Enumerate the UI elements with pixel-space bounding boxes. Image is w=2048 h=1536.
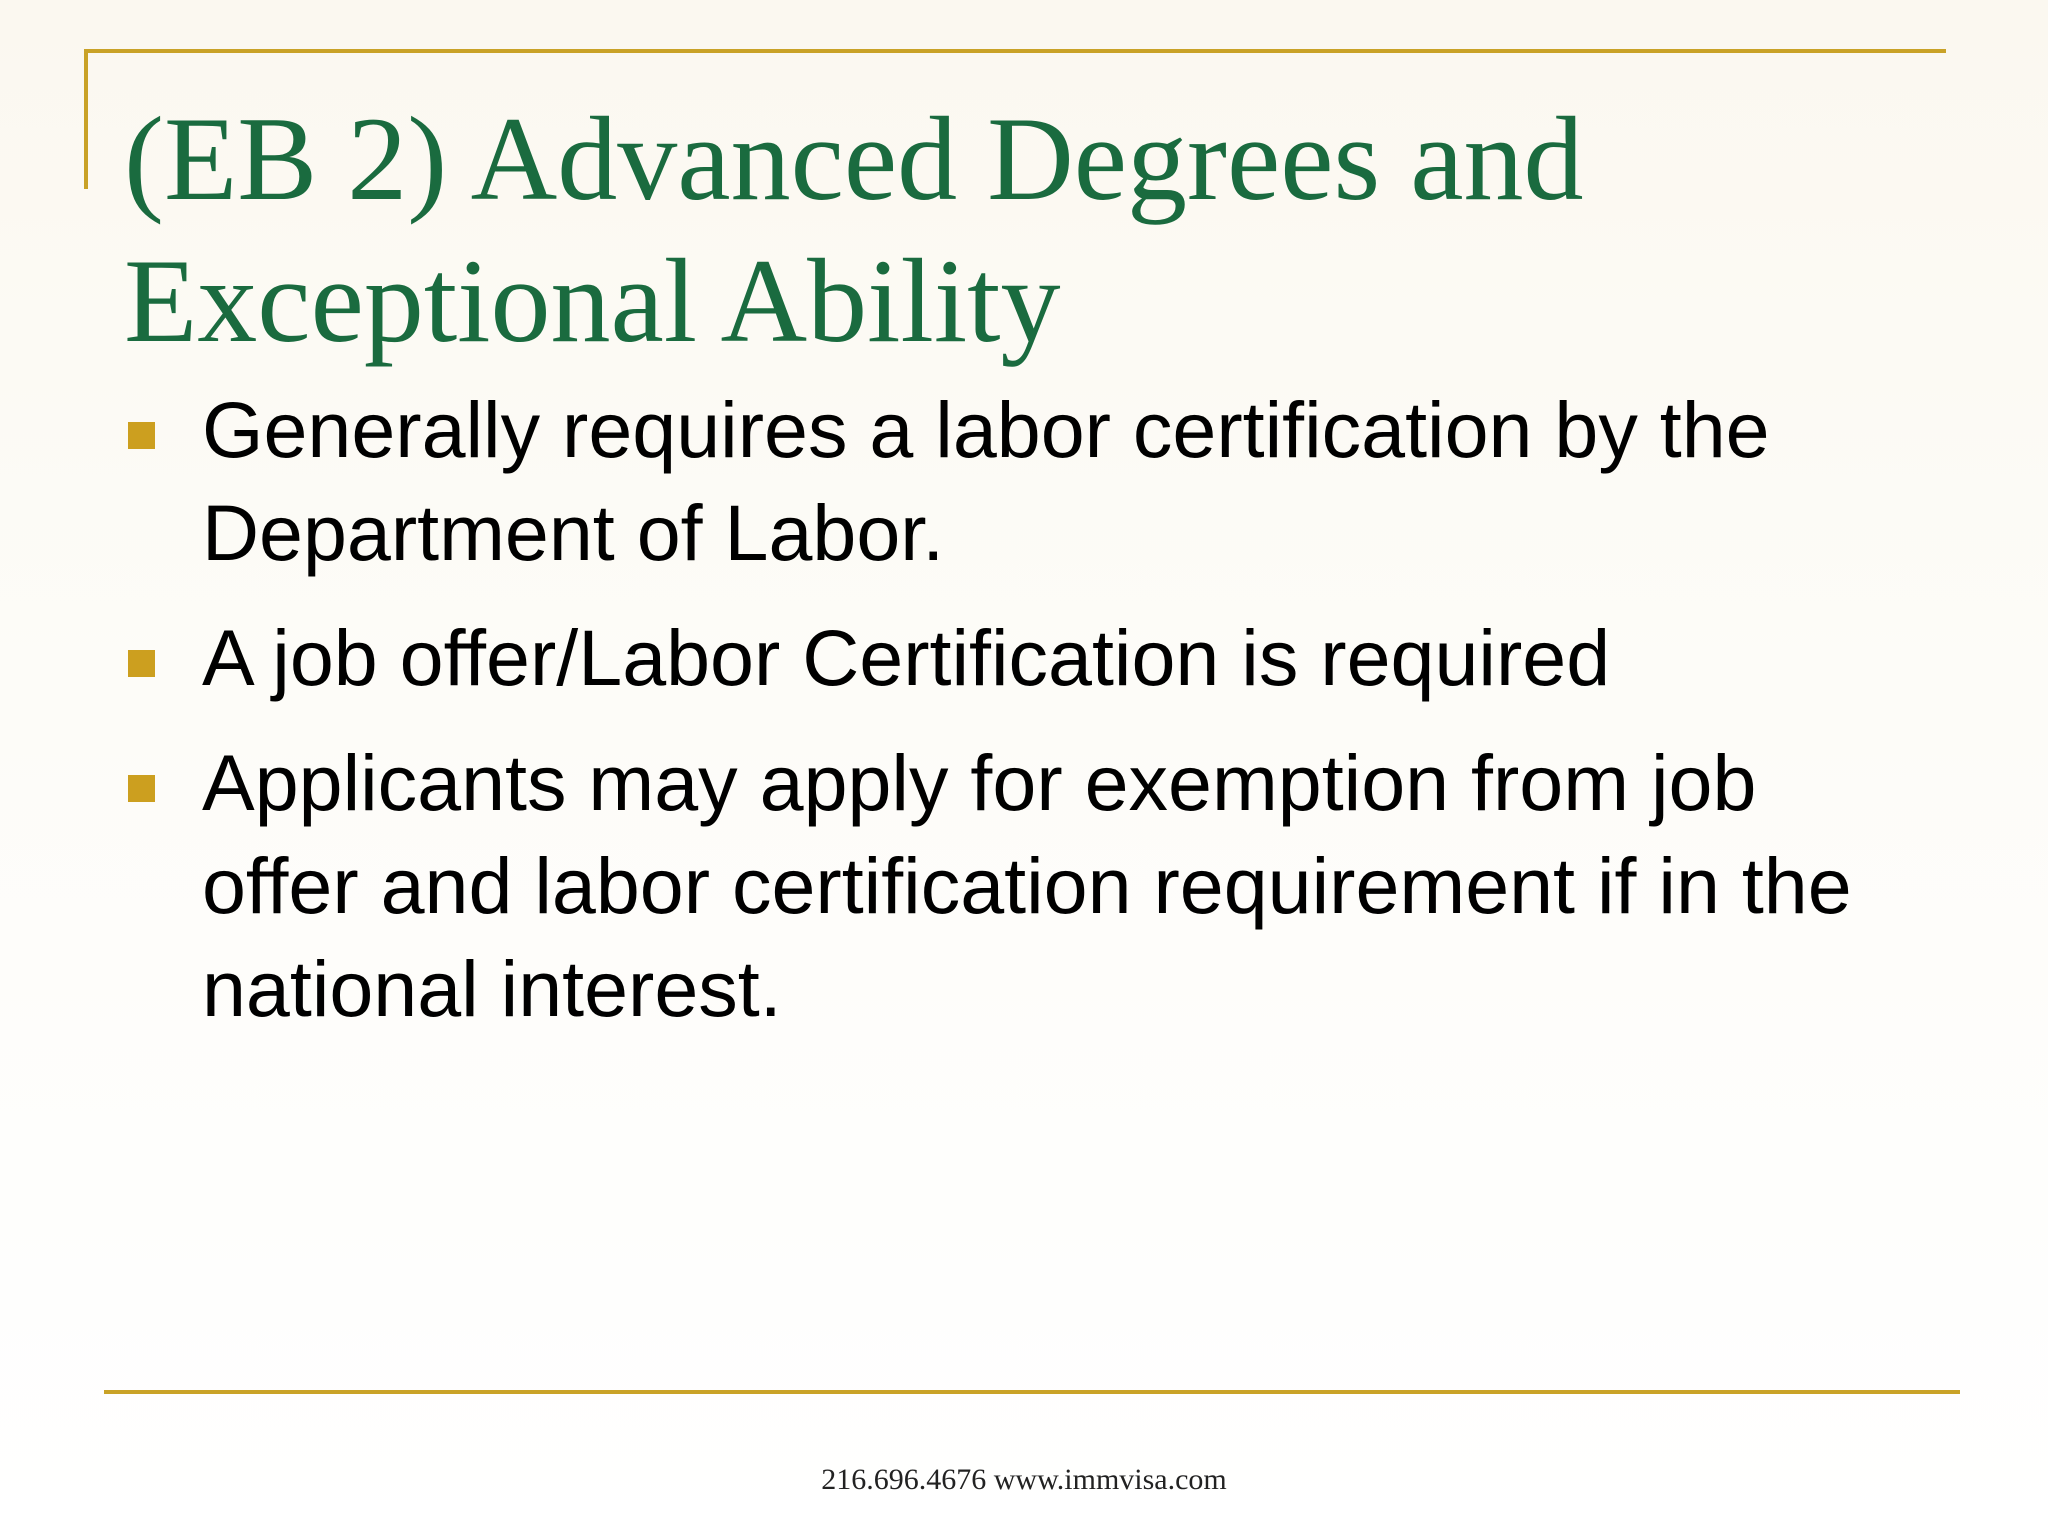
square-bullet-icon bbox=[128, 775, 155, 802]
bullet-item bbox=[124, 606, 1924, 709]
top-rule-divider bbox=[84, 49, 1946, 53]
bullet-list bbox=[124, 378, 1924, 1062]
bottom-rule-divider bbox=[104, 1390, 1960, 1394]
bullet-text: A job offer/Labor Certification is required bbox=[202, 613, 1611, 702]
bullet-item bbox=[124, 731, 1924, 1040]
left-rule-divider bbox=[84, 49, 88, 189]
bullet-text: Applicants may apply for exemption from job offer and labor certification requirement if in the national interest. bbox=[202, 738, 1852, 1033]
square-bullet-icon bbox=[128, 422, 155, 449]
square-bullet-icon bbox=[128, 650, 155, 677]
slide-footer: 216.696.4676 www.immvisa.com bbox=[821, 1463, 1227, 1496]
slide-title: (EB 2) Advanced Degrees and Exceptional Ability bbox=[124, 92, 1584, 367]
bullet-item bbox=[124, 378, 1924, 584]
bullet-text: Generally requires a labor certification by the Department of Labor. bbox=[202, 385, 1770, 577]
